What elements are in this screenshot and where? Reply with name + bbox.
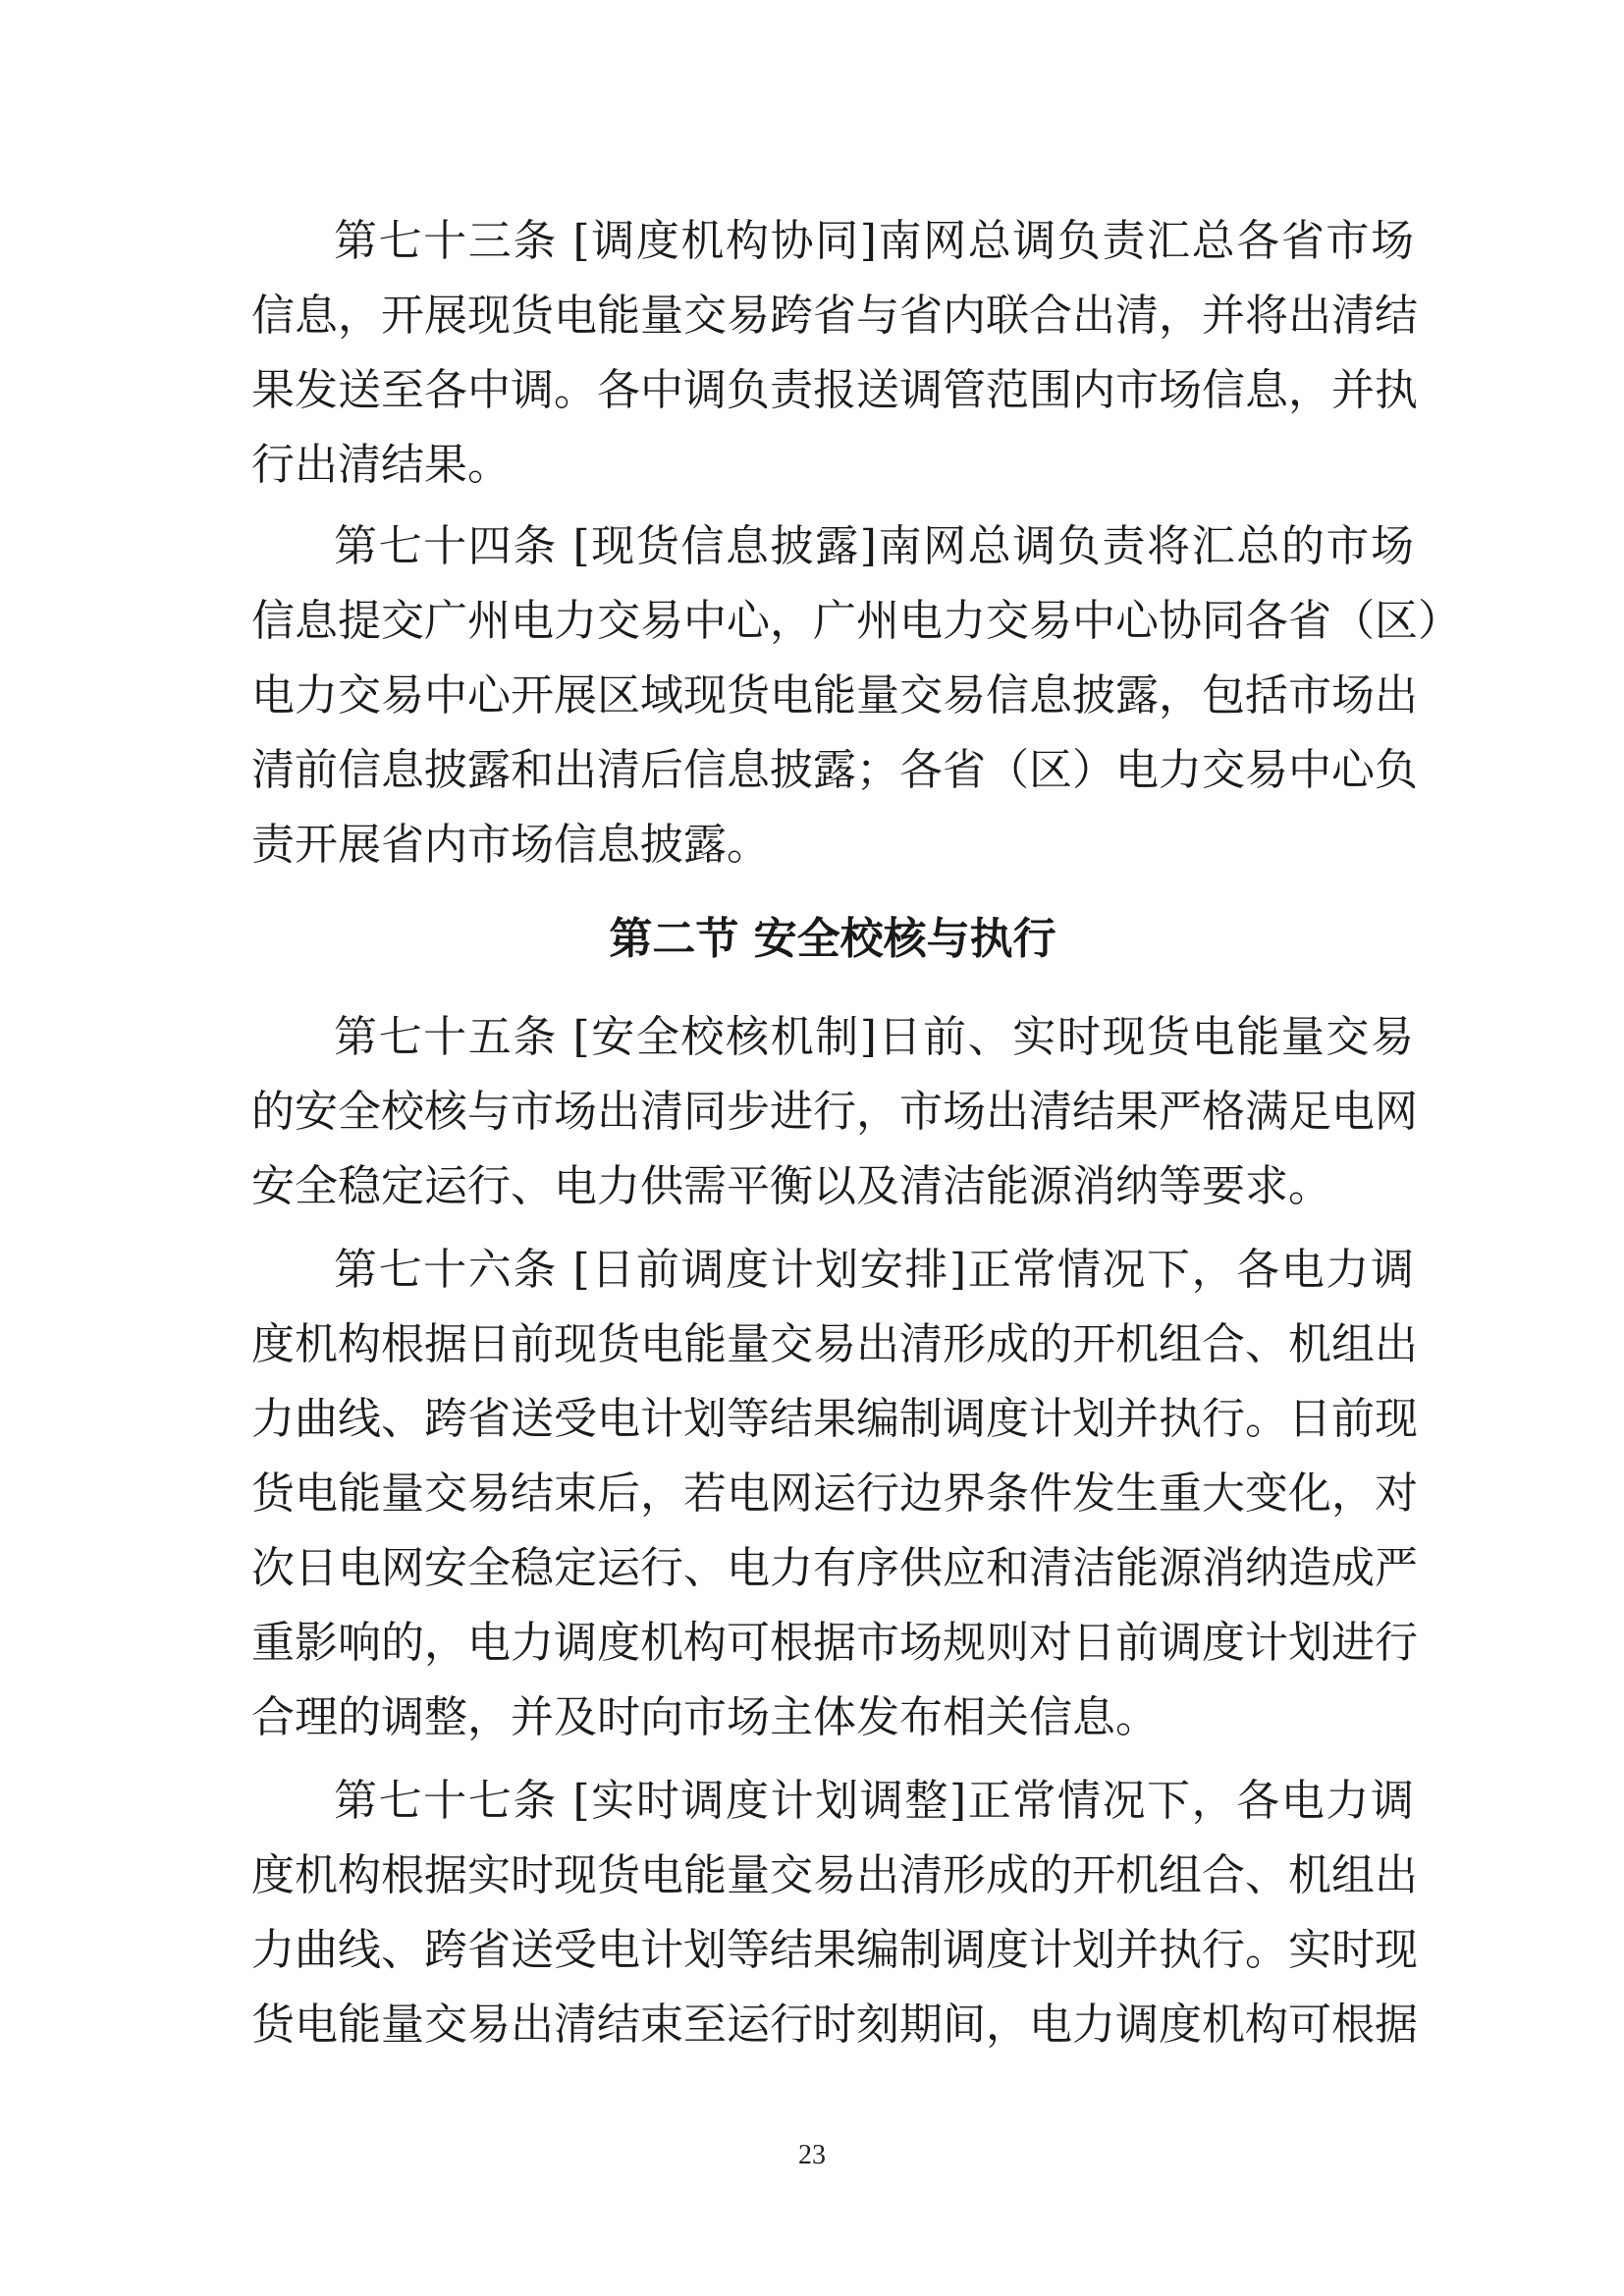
text-line: 清前信息披露和出清后信息披露；各省（区）电力交易中心负 — [251, 745, 1418, 795]
text-line: 的安全校核与市场出清同步进行，市场出清结果严格满足电网 — [251, 1087, 1418, 1137]
section-heading: 第二节 安全校核与执行 — [609, 914, 1056, 964]
text-line: 第七十四条 [现货信息披露]南网总调负责将汇总的市场 — [334, 521, 1414, 571]
text-line: 信息，开展现货电能量交易跨省与省内联合出清，并将出清结 — [251, 291, 1418, 341]
text-line: 第七十六条 [日前调度计划安排]正常情况下，各电力调 — [334, 1245, 1414, 1295]
text-line: 安全稳定运行、电力供需平衡以及清洁能源消纳等要求。 — [251, 1161, 1331, 1211]
text-line: 电力交易中心开展区域现货电能量交易信息披露，包括市场出 — [251, 670, 1418, 721]
text-line: 重影响的，电力调度机构可根据市场规则对日前调度计划进行 — [251, 1618, 1418, 1668]
text-line: 合理的调整，并及时向市场主体发布相关信息。 — [251, 1692, 1159, 1742]
page-number: 23 — [798, 2140, 826, 2170]
text-line: 信息提交广州电力交易中心，广州电力交易中心协同各省（区） — [251, 596, 1461, 646]
text-line: 果发送至各中调。各中调负责报送调管范围内市场信息，并执 — [251, 365, 1418, 415]
text-line: 货电能量交易出清结束至运行时刻期间，电力调度机构可根据 — [251, 2000, 1418, 2050]
text-line: 力曲线、跨省送受电计划等结果编制调度计划并执行。日前现 — [251, 1394, 1418, 1444]
text-line: 第七十五条 [安全校核机制]日前、实时现货电能量交易 — [334, 1012, 1414, 1062]
text-line: 力曲线、跨省送受电计划等结果编制调度计划并执行。实时现 — [251, 1925, 1418, 1975]
text-line: 度机构根据日前现货电能量交易出清形成的开机组合、机组出 — [251, 1319, 1418, 1369]
text-line: 第七十三条 [调度机构协同]南网总调负责汇总各省市场 — [334, 216, 1414, 266]
text-line: 行出清结果。 — [251, 440, 511, 490]
text-line: 度机构根据实时现货电能量交易出清形成的开机组合、机组出 — [251, 1850, 1418, 1900]
text-line: 第七十七条 [实时调度计划调整]正常情况下，各电力调 — [334, 1776, 1414, 1826]
text-line: 责开展省内市场信息披露。 — [251, 820, 770, 870]
text-line: 次日电网安全稳定运行、电力有序供应和清洁能源消纳造成严 — [251, 1543, 1418, 1593]
text-line: 货电能量交易结束后，若电网运行边界条件发生重大变化，对 — [251, 1468, 1418, 1519]
